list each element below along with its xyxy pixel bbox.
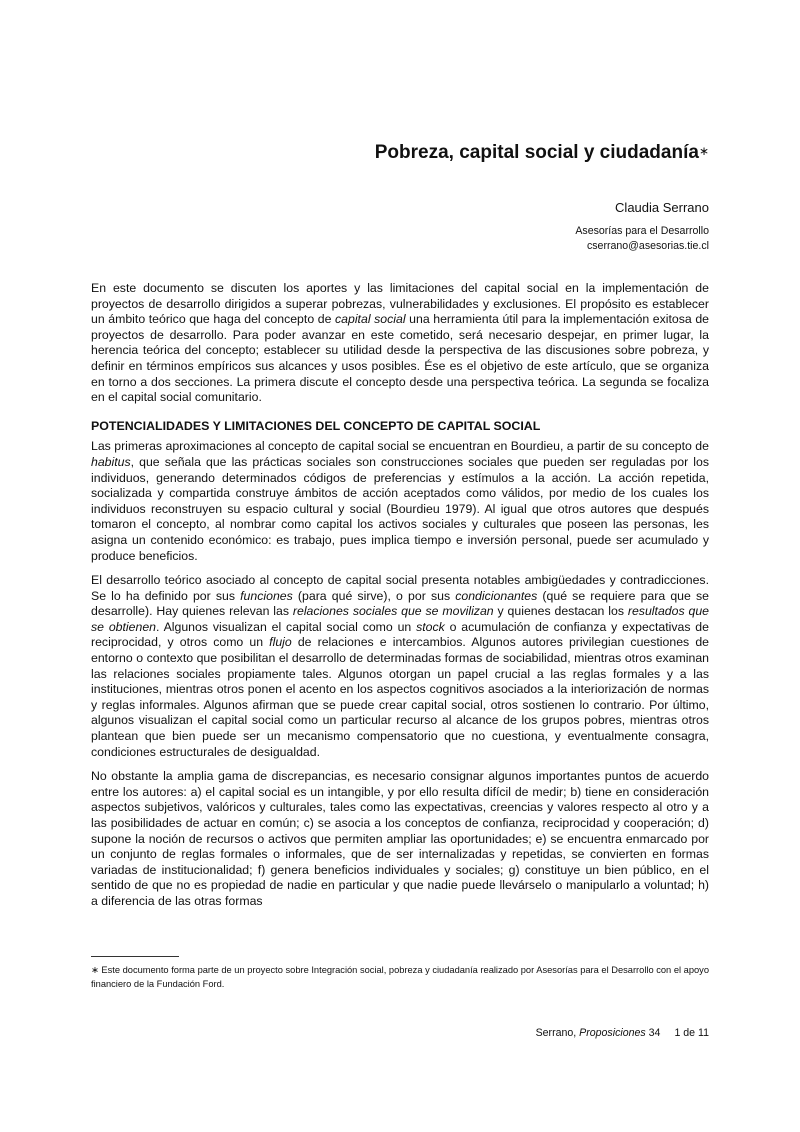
body-paragraph-2	[91, 573, 709, 760]
text-run: En este documento se discuten los aportes y las limitaciones del capital social en la implementación de proyectos de desarrollo dirigidos a superar pobrezas, vulnerabilidades y exclusiones. El propósito es establecer un ámbito teórico que haga del concepto de	[91, 281, 709, 327]
author-affiliation	[575, 224, 709, 254]
footnote-text: Este documento forma parte de un proyecto sobre Integración social, pobreza y ciudadanía realizado por Asesorías para el Desarrollo con el apoyo financiero de la Fundación Ford.	[91, 965, 709, 989]
footer-journal: Proposiciones	[579, 1027, 646, 1039]
footer-issue: 34	[645, 1027, 661, 1039]
footer-author: Serrano,	[535, 1027, 580, 1039]
body-paragraph-1	[91, 439, 709, 564]
italic-text-run: flujo	[269, 635, 292, 650]
author-email: cserrano@asesorias.tie.cl	[586, 240, 709, 252]
title-footnote-mark: ∗	[698, 144, 709, 158]
article-body	[91, 281, 709, 919]
author-name: Claudia Serrano	[615, 200, 709, 215]
text-run: y quienes destacan los	[493, 604, 628, 619]
italic-text-run: relaciones sociales que se movilizan	[292, 604, 494, 619]
italic-text-run: habitus	[91, 454, 131, 469]
footnote-mark: ∗	[91, 965, 99, 975]
italic-text-run: condicionantes	[455, 588, 538, 603]
italic-text-run: stock	[416, 619, 445, 634]
text-run: o acumulación de confianza y expectativas de reciprocidad, y otros como un	[91, 619, 709, 650]
footnote-divider	[91, 956, 179, 957]
paper-title: Pobreza, capital social y ciudadanía∗	[374, 142, 709, 163]
text-run: una herramienta útil para la implementación exitosa de proyectos de desarrollo. Para poder avanzar en este cometido, será necesario despejar, en primer lugar, la herencia teórica del concepto; establecer su utilidad desde la perspectiva de las discusiones sobre pobreza, y definir en términos empíricos sus alcances y usos posibles. Ése es el objetivo de este artículo, que se organiza en torno a dos secciones. La primera discute el concepto desde una perspectiva teórica. La segunda se focaliza en el capital social comunitario.	[91, 312, 709, 405]
page-footer	[536, 1027, 709, 1039]
italic-text-run: resultados que se obtienen	[91, 604, 710, 634]
text-run: (para qué sirve), o por sus	[292, 588, 456, 603]
text-run: (qué se requiere para que se desarrolle). Hay quienes relevan las	[91, 588, 709, 619]
italic-text-run: funciones	[240, 588, 293, 603]
text-run: , que señala que las prácticas sociales son construcciones sociales que pueden ser reguladas por los individuos, generando determinados códigos de preferencias y estímulos a la acción. La acción repetida, socializada y compartida construye ámbitos de acción aceptados como válidos, por medio de los cuales los individuos reconstruyen su espacio cultural y social (Bourdieu 1979). Al igual que otros autores que después tomaron el concepto, al nombrar como capital los activos sociales y culturales que poseen las personas, les asigna un contenido económico: es trabajo, pues implica tiempo e inversión personal, puede ser acumulado y produce beneficios.	[91, 454, 709, 563]
body-paragraph-3	[91, 769, 709, 909]
footnote	[91, 963, 709, 991]
text-run: de relaciones e intercambios. Algunos autores privilegian cuestiones de entorno o contexto que posibilitan el desarrollo de determinadas formas de sociabilidad, mientras otros examinan las relaciones sociales propiamente tales. Algunos otorgan un papel crucial a las reglas formales y a las instituciones, mientras otros ponen el acento en los aspectos cognitivos asociados a la interiorización de normas y reglas informales. Algunos afirman que se puede crear capital social, otros sostienen lo contrario. Por último, algunos visualizan el capital social como un particular recurso al alcance de los grupos pobres, mientras otros plantean que bien puede ser un mecanismo compensatorio que no cuestiona, y eventualmente consagra, condiciones estructurales de desigualdad.	[91, 635, 709, 759]
text-run: . Algunos visualizan el capital social como un	[156, 619, 417, 634]
italic-text-run: capital social	[335, 312, 406, 327]
text-run: Las primeras aproximaciones al concepto de capital social se encuentran en Bourdieu, a partir de su concepto de	[91, 439, 709, 454]
section-heading: POTENCIALIDADES Y LIMITACIONES DEL CONCEPTO DE CAPITAL SOCIAL	[91, 418, 541, 433]
page-number: 1 de 11	[674, 1027, 709, 1039]
affiliation-org: Asesorías para el Desarrollo	[575, 225, 709, 237]
text-run: El desarrollo teórico asociado al concepto de capital social presenta notables ambigüedades y contradicciones. Se lo ha definido por sus	[91, 573, 709, 603]
text-run: No obstante la amplia gama de discrepancias, es necesario consignar algunos importantes puntos de acuerdo entre los autores: a) el capital social es un intangible, y por ello resulta difícil de medir; b) tiene en consideración aspectos subjetivos, valóricos y culturales, tales como las expectativas, creencias y valores respecto al otro y a las posibilidades de actuar en común; c) se asocia a los conceptos de confianza, reciprocidad y cooperación; d) supone la noción de recursos o activos que permiten ampliar las oportunidades; e) se encuentra enmarcado por un conjunto de reglas formales o informales, que de ser internalizadas y repetidas, se convierten en formas variadas de institucionalidad; f) genera beneficios individuales y sociales; g) constituye un bien público, en el sentido de que no es propiedad de nadie en particular y que nadie puede llevárselo o manipularlo a voluntad; h) a diferencia de las otras formas	[91, 769, 709, 908]
abstract-paragraph	[91, 281, 709, 406]
